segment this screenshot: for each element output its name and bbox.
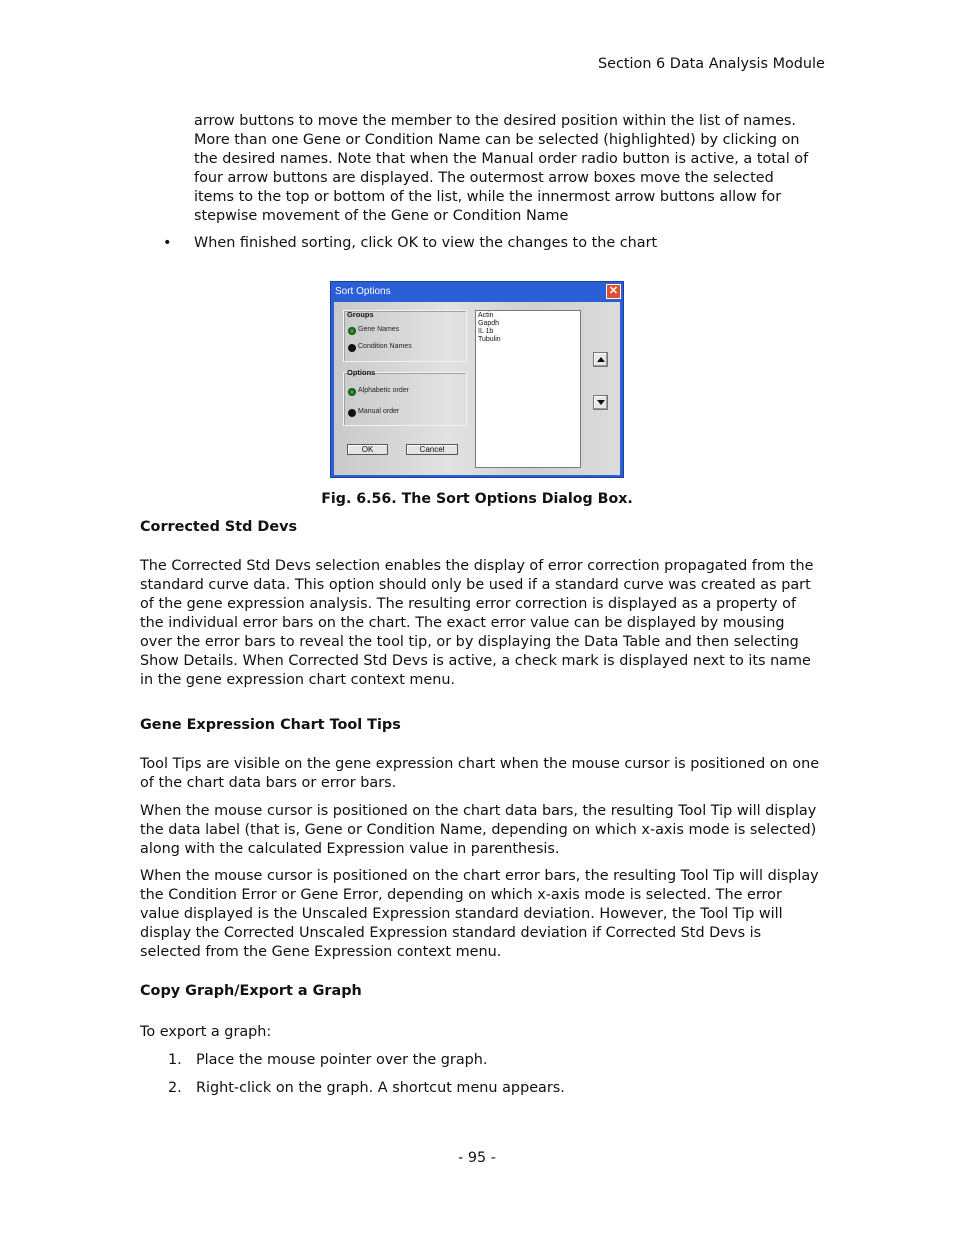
move-up-button[interactable] [593, 352, 608, 367]
radio-manual-order[interactable] [348, 409, 356, 417]
bullet-text: When finished sorting, click OK to view the changes to the chart [194, 235, 658, 251]
ok-button[interactable]: OK [347, 444, 388, 455]
paragraph-arrow-buttons: arrow buttons to move the member to the desired position within the list of names. More than one Gene or Condition Name can be selected (highlighted) by clicking on the desired names. Note that when the Manual order radio button is active, a total of four arrow buttons are displayed. The outermost arrow boxes move the selected items to the top or bottom of the list, while the innermost arrow buttons allow for stepwise movement of the Gene or Condition Name [194, 113, 809, 224]
radio-gene-names[interactable] [348, 327, 356, 335]
move-down-button[interactable] [593, 395, 608, 410]
heading-chart-tool-tips: Gene Expression Chart Tool Tips [140, 717, 401, 733]
list-item[interactable]: Gapdh [478, 320, 500, 327]
cancel-button[interactable]: Cancel [406, 444, 458, 455]
figure-caption: Fig. 6.56. The Sort Options Dialog Box. [321, 491, 633, 507]
paragraph-tool-tips: Tool Tips are visible on the gene expression chart when the mouse cursor is positioned on one of the chart data bars or error bars. [140, 756, 820, 791]
list-item[interactable]: IL 1b [478, 328, 494, 335]
step-text: Place the mouse pointer over the graph. [196, 1052, 488, 1068]
arrow-down-icon [597, 400, 605, 405]
page-number: - 95 - [458, 1150, 496, 1166]
radio-gene-names-label: Gene Names [358, 326, 400, 333]
dialog-body [334, 302, 620, 475]
step-number: 2. [168, 1080, 182, 1096]
radio-manual-order-label: Manual order [358, 408, 400, 415]
sort-list[interactable] [475, 310, 581, 468]
list-item[interactable]: Actin [478, 312, 494, 319]
heading-corrected-std-devs: Corrected Std Devs [140, 519, 298, 535]
dialog-title: Sort Options [335, 286, 391, 297]
close-icon[interactable]: ✕ [606, 284, 621, 299]
radio-condition-names-label: Condition Names [358, 343, 412, 350]
running-header: Section 6 Data Analysis Module [598, 56, 825, 72]
paragraph-corrected-std-devs: The Corrected Std Devs selection enables the display of error correction propagated from the standard curve data. This option should only be used if a standard curve was created as part of the gene expression analysis. The resulting error correction is displayed as a property of the individual error bars on the chart. The exact error value can be displayed by mousing over the error bars to reveal the tool tip, or by displaying the Data Table and then selecting Show Details. When Corrected Std Devs is active, a check mark is displayed next to its name in the gene expression chart context menu. [140, 558, 814, 688]
paragraph-tool-tips: When the mouse cursor is positioned on the chart error bars, the resulting Tool Tip will display the Condition Error or Gene Error, depending on which x-axis mode is selected. The error value displayed is the Unscaled Expression standard deviation. However, the Tool Tip will display the Corrected Unscaled Expression standard deviation if Corrected Std Devs is selected from the Gene Expression context menu. [140, 868, 819, 960]
list-item[interactable]: Tubulin [478, 336, 501, 343]
groups-label: Groups [347, 310, 374, 319]
options-label: Options [347, 368, 376, 377]
radio-condition-names[interactable] [348, 344, 356, 352]
radio-alphabetic-order[interactable] [348, 388, 356, 396]
bullet-symbol: • [163, 235, 172, 251]
export-intro: To export a graph: [140, 1024, 272, 1040]
arrow-up-icon [597, 357, 605, 362]
radio-alphabetic-order-label: Alphabetic order [358, 387, 409, 394]
heading-copy-graph: Copy Graph/Export a Graph [140, 983, 362, 999]
step-number: 1. [168, 1052, 182, 1068]
options-group [343, 372, 467, 426]
sort-options-dialog [330, 281, 624, 478]
paragraph-tool-tips: When the mouse cursor is positioned on the chart data bars, the resulting Tool Tip will display the data label (that is, Gene or Condition Name, depending on which x-axis mode is selected) along with the calculated Expression value in parenthesis. [140, 803, 817, 857]
step-text: Right-click on the graph. A shortcut menu appears. [196, 1080, 565, 1096]
